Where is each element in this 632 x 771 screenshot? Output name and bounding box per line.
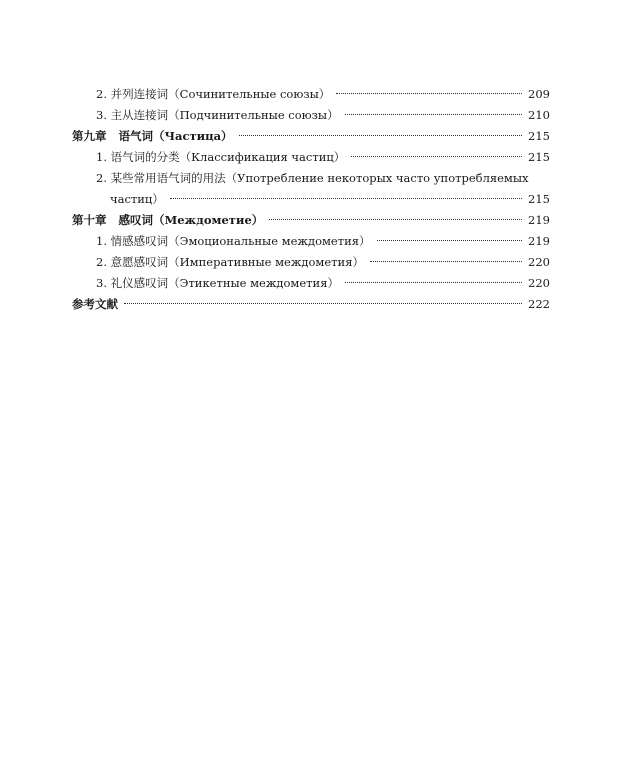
toc-chapter-entry	[72, 294, 550, 315]
toc-entry-continuation	[72, 189, 550, 210]
section-number: 1.	[96, 234, 107, 248]
toc-entry	[72, 273, 550, 294]
page-number: 209	[528, 87, 550, 101]
dot-leader	[351, 150, 522, 157]
entry-title: 情感感叹词（Эмоциональные междометия）	[110, 234, 371, 248]
section-number: 2.	[96, 255, 107, 269]
entry-title-continuation: частиц）	[110, 192, 164, 206]
entry-title: 主从连接词（Подчинительные союзы）	[110, 108, 339, 122]
chapter-title: 语气词（Частица）	[118, 129, 233, 143]
entry-title: 意愿感叹词（Императивные междометия）	[110, 255, 364, 269]
dot-leader	[124, 297, 522, 304]
chapter-label: 第九章	[72, 129, 107, 143]
page-number: 220	[528, 255, 550, 269]
table-of-contents	[72, 84, 550, 315]
toc-entry	[72, 84, 550, 105]
references-title: 参考文献	[72, 297, 118, 311]
page-number: 215	[528, 192, 550, 206]
toc-entry	[72, 252, 550, 273]
toc-entry	[72, 147, 550, 168]
page-number: 219	[528, 213, 550, 227]
section-number: 2.	[96, 87, 107, 101]
toc-chapter-entry	[72, 126, 550, 147]
chapter-title: 感叹词（Междометие）	[118, 213, 264, 227]
entry-title: 礼仪感叹词（Этикетные междометия）	[110, 276, 339, 290]
section-number: 3.	[96, 108, 107, 122]
page-number: 220	[528, 276, 550, 290]
section-number: 2.	[96, 171, 107, 185]
page-number: 219	[528, 234, 550, 248]
dot-leader	[170, 192, 522, 199]
toc-chapter-entry	[72, 210, 550, 231]
toc-entry	[72, 168, 550, 189]
page-number: 210	[528, 108, 550, 122]
dot-leader	[377, 234, 523, 241]
chapter-label: 第十章	[72, 213, 107, 227]
entry-title: 语气词的分类（Классификация частиц）	[110, 150, 346, 164]
toc-entry	[72, 105, 550, 126]
entry-title: 并列连接词（Сочинительные союзы）	[110, 87, 331, 101]
section-number: 1.	[96, 150, 107, 164]
dot-leader	[370, 255, 522, 262]
dot-leader	[345, 108, 522, 115]
dot-leader	[345, 276, 522, 283]
page-number: 215	[528, 150, 550, 164]
dot-leader	[336, 87, 522, 94]
dot-leader	[269, 213, 522, 220]
entry-title: 某些常用语气词的用法（Употребление некоторых часто употребляемых	[110, 171, 529, 185]
dot-leader	[239, 129, 522, 136]
page-number: 215	[528, 129, 550, 143]
section-number: 3.	[96, 276, 107, 290]
toc-entry	[72, 231, 550, 252]
page-number: 222	[528, 297, 550, 311]
